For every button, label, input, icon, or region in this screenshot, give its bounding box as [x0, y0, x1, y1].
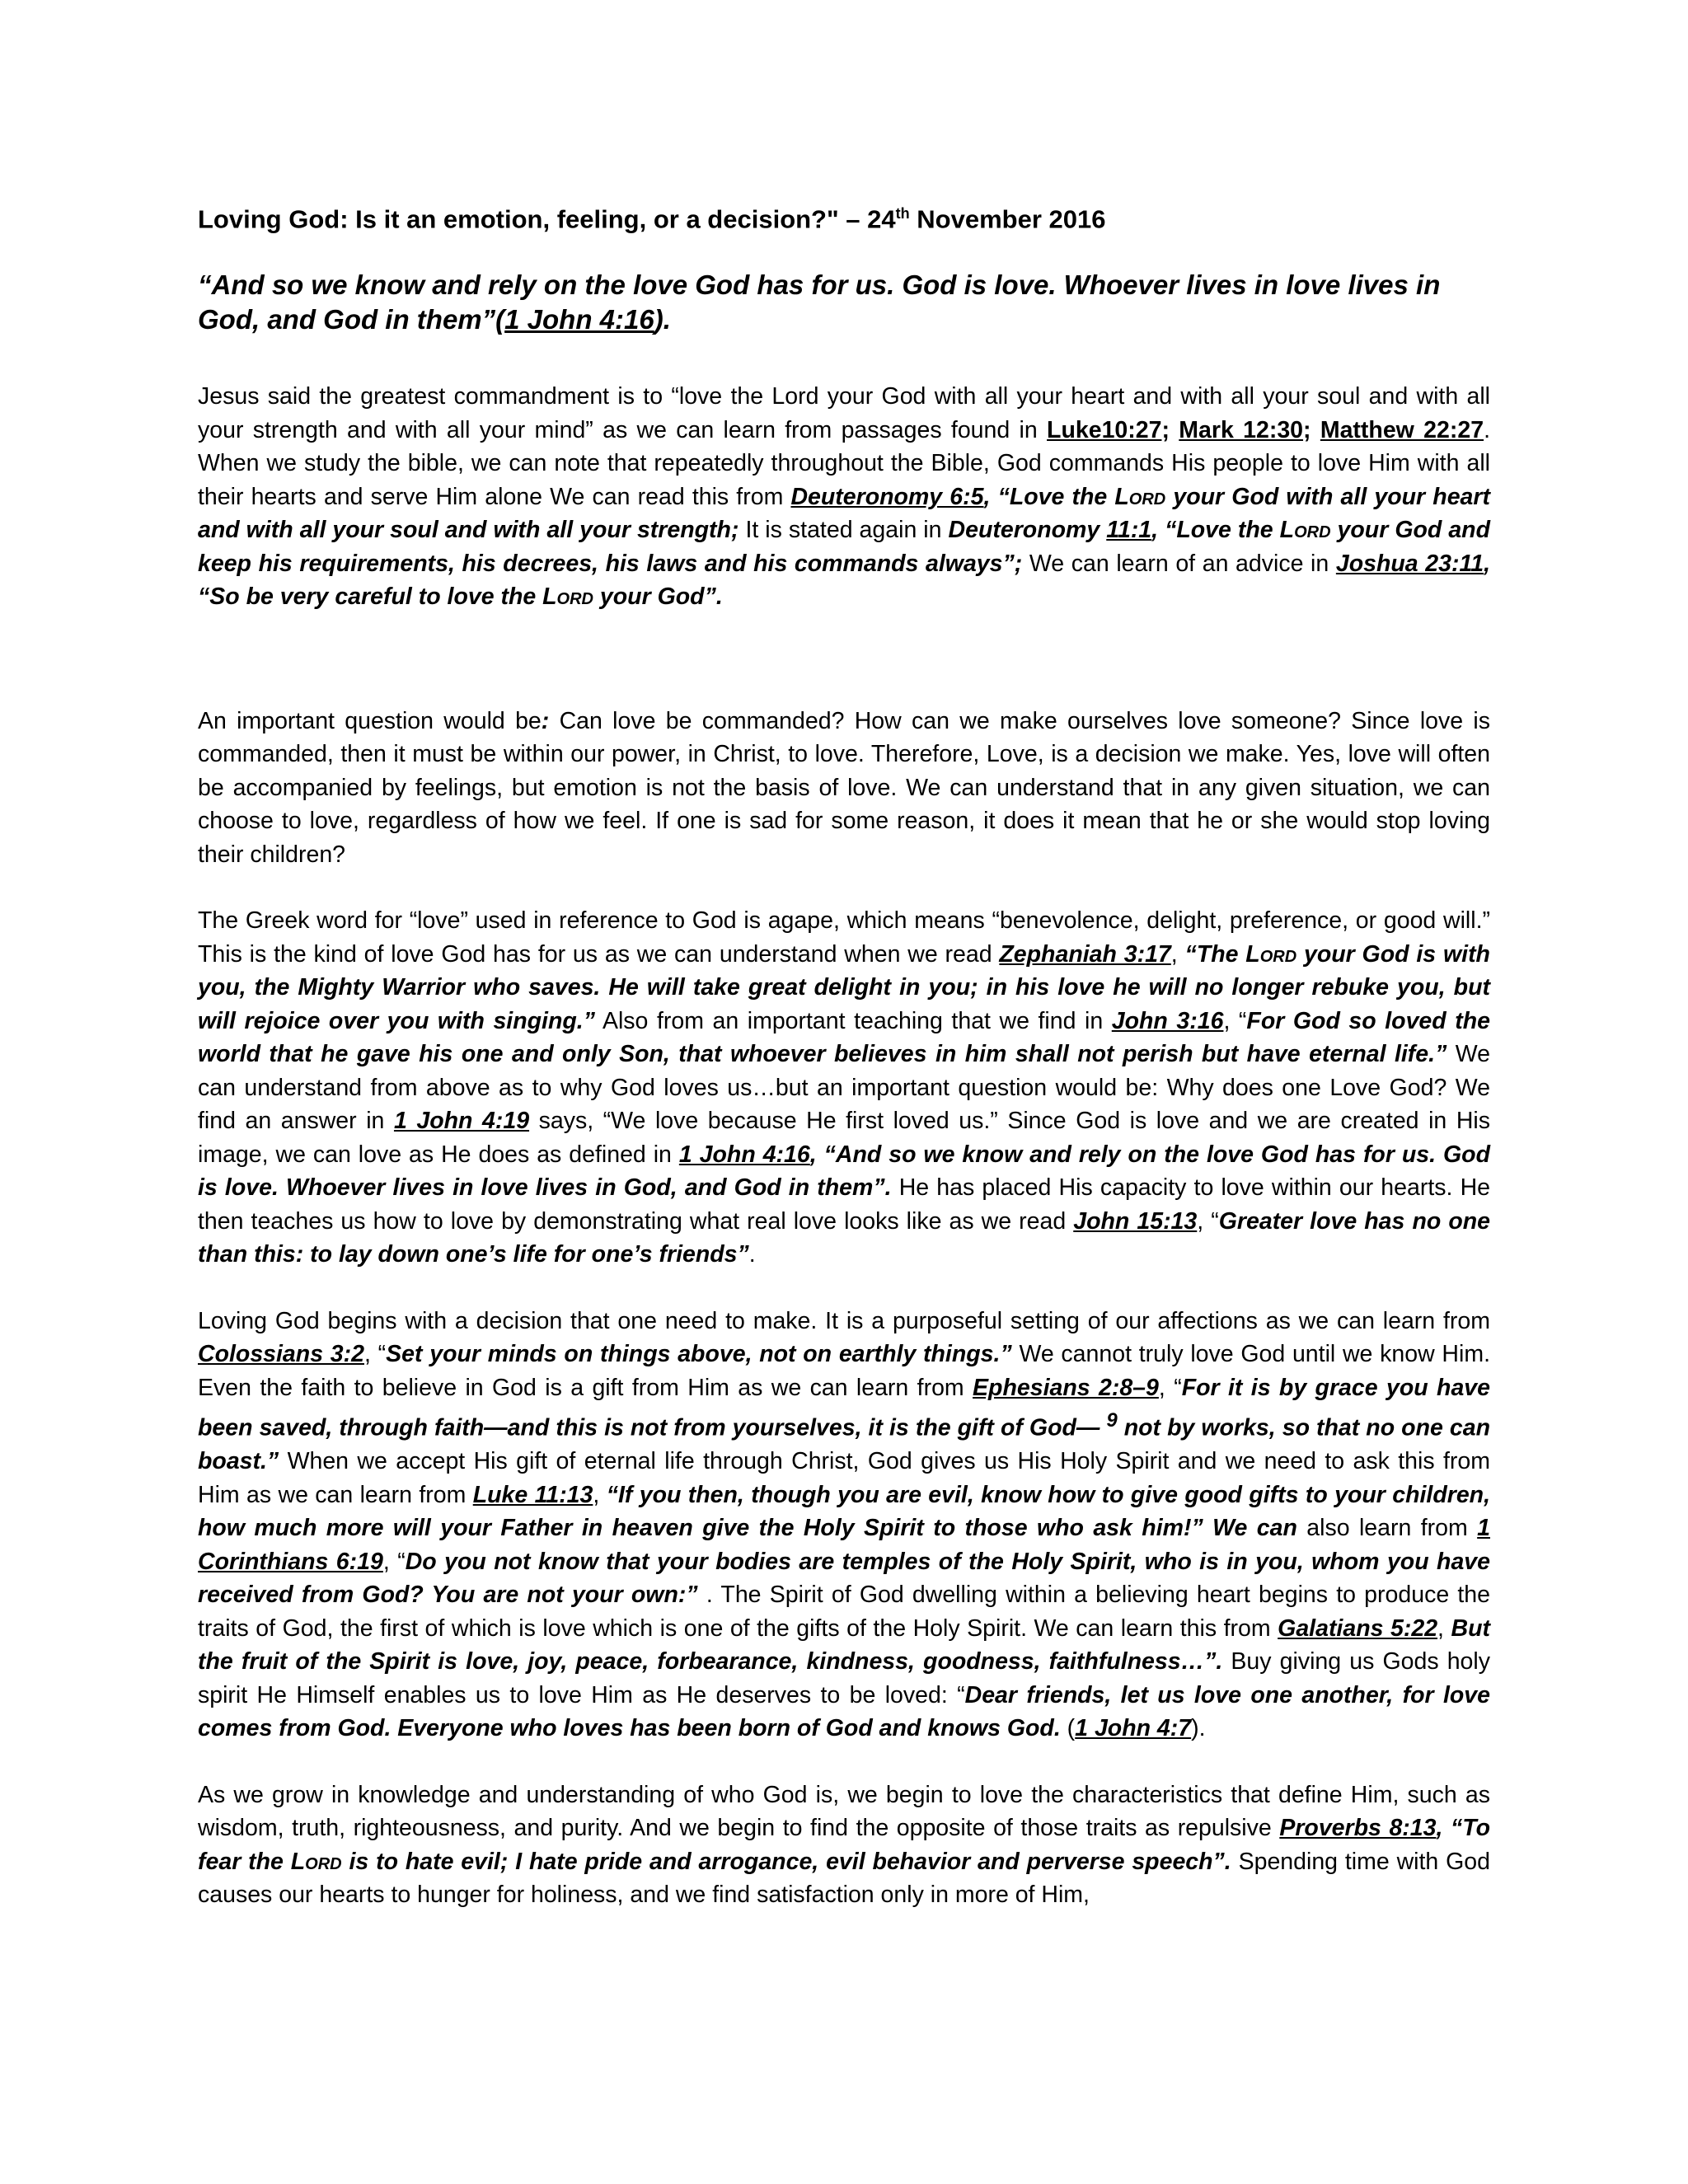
scripture-quote: , “And so we know and rely on the love God has for us. God is love. Whoever lives in love lives in God, and God in them”. — [198, 1141, 1490, 1202]
scripture-quote: Set your minds on things above, not on earthly things.” — [386, 1341, 1012, 1368]
scripture-link[interactable]: Joshua 23:11 — [1335, 550, 1484, 577]
scripture-link[interactable]: Deuteronomy 6:5 — [790, 483, 984, 510]
paragraph-4: Loving God begins with a decision that one need to make. It is a purposeful setting of our affections as we can learn from Colossians 3:2, “Set your minds on things above, not on earthly things.” We cannot truly love God until we know Him. Even the faith to believe in God is a gift from Him as we can learn from Ephesians 2:8–9, “For it is by grace you have been saved, through faith—and this is not from yourselves, it is the gift of God— $^9$ not by works, so that no one can boast.” When we accept His gift of eternal life through Christ, God gives us His Holy Spirit and we need to ask this from Him as we can learn from Luke 11:13, “If you then, though you are evil, know how to give good gifts to your children, how much more will your Father in heaven give the Holy Spirit to those who ask him!” We can also learn from 1 Corinthians 6:19, “Do you not know that your bodies are temples of the Holy Spirit, who is in you, whom you have received from God? You are not your own:” . The Spirit of God dwelling within a believing heart begins to produce the traits of God, the first of which is love which is one of the gifts of the Holy Spirit. We can learn this from Galatians 5:22, But the fruit of the Spirit is love, joy, peace, forbearance, kindness, goodness, faithfulness…”. Buy giving us Gods holy spirit He Himself enables us to love Him as He deserves to be loved: “Dear friends, let us love one another, for love comes from God. Everyone who loves has been born of God and knows God. (1 John 4:7). — [198, 1307, 1491, 1742]
paragraph-3: The Greek word for “love” used in reference to God is agape, which means “benevolence, delight, preference, or good will.” This is the kind of love God has for us as we can understand when we read Zephaniah 3:17, “The Lord your God is with you, the Mighty Warrior who saves. He will take great delight in you; in his love he will no longer rebuke you, but will rejoice over you with singing.” Also from an important teaching that we find in John 3:16, “For God so loved the world that he gave his one and only Son, that whoever believes in him shall not perish but have eternal life.” We can understand from above as to why God loves us…but an important question would be: Why does one Love God? We find an answer in 1 John 4:19 says, “We love because He first loved us.” Since God is love and we are created in His image, we can love as He does as defined in 1 John 4:16, “And so we know and rely on the love God has for us. God is love. Whoever lives in love lives in God, and God in them”. He has placed His capacity to love within our hearts. He then teaches us how to love by demonstrating what real love looks like as we read John 15:13, “Greater love has no one than this: to lay down one’s life for one’s friends”. — [198, 907, 1491, 1268]
spacer — [198, 647, 1490, 705]
scripture-link[interactable]: 1 Corinthians 6:19 — [198, 1515, 1490, 1575]
scripture-quote: Dear friends, let us love one another, for love comes from God. Everyone who loves has been born of God and knows God. — [198, 1681, 1490, 1742]
title-date: November 2016 — [909, 204, 1106, 234]
scripture-link[interactable]: 1 John 4:16 — [504, 304, 654, 335]
scripture-link[interactable]: John 3:16 — [1111, 1007, 1224, 1034]
epigraph-verse — [198, 268, 1490, 337]
scripture-link[interactable]: Luke 11:13 — [472, 1481, 593, 1508]
scripture-quote: , “Love the — [1151, 517, 1280, 544]
paragraph-5: As we grow in knowledge and understanding of who God is, we begin to love the characteristics that define Him, such as wisdom, truth, righteousness, and purity. And we begin to find the opposite of those traits as repulsive Proverbs 8:13, “To fear the Lord is to hate evil; I hate pride and arrogance, evil behavior and perverse speech”. Spending time with God causes our hearts to hunger for holiness, and we find satisfaction only in more of Him, — [198, 1781, 1490, 1909]
title-text: Loving God: Is it an emotion, feeling, or a decision?" – 24 — [198, 204, 896, 234]
scripture-quote: For God so loved the world that he gave his one and only Son, that whoever believes in him shall not perish but have eternal life.” — [198, 1007, 1490, 1068]
scripture-link[interactable]: Matthew 22:27 — [1320, 416, 1484, 443]
epigraph-end: ). — [654, 304, 671, 335]
scripture-link[interactable]: 1 John 4:19 — [393, 1108, 530, 1135]
title-superscript: th — [895, 205, 910, 222]
scripture-quote: But the fruit of the Spirit is love, joy, peace, forbearance, kindness, goodness, faithfulness…”. — [198, 1615, 1490, 1675]
paragraph-1: Jesus said the greatest commandment is to “love the Lord your God with all your heart and with all your soul and with all your strength and with all your mind” as we can learn from passages found in Luke10:27; Mark 12:30; Matthew 22:27. When we study the bible, we can note that repeatedly throughout the Bible, God commands His people to love Him with all their hearts and serve Him alone We can read this from Deuteronomy 6:5, “Love the Lord your God with all your heart and with all your soul and with all your strength; It is stated again in Deuteronomy 11:1, “Love the Lord your God and keep his requirements, his decrees, his laws and his commands always”; We can learn of an advice in Joshua 23:11, “So be very careful to love the Lord your God”. — [198, 383, 1490, 611]
scripture-link[interactable]: 11:1 — [1106, 517, 1152, 544]
scripture-quote: , “To fear the — [198, 1815, 1490, 1875]
scripture-quote: “If you then, though you are evil, know how to give good gifts to your children, how much more will your Father in heaven give the Holy Spirit to those who ask him!” We can — [198, 1481, 1491, 1542]
scripture-link[interactable]: Proverbs 8:13 — [1279, 1815, 1437, 1842]
scripture-quote: “The — [1184, 940, 1246, 968]
scripture-link[interactable]: Mark 12:30 — [1179, 416, 1304, 443]
scripture-link[interactable]: 1 John 4:7 — [1075, 1715, 1192, 1742]
paragraph-2: An important question would be: Can love be commanded? How can we make ourselves love someone? Since love is commanded, then it must be within our power, in Christ, to love. Therefore, Love, is a decision we make. Yes, love will often be accompanied by feelings, but emotion is not the basis of love. We can understand that in any given situation, we can choose to love, regardless of how we feel. If one is sad for some reason, it does it mean that he or she would stop loving their children? — [198, 707, 1490, 868]
scripture-quote: , “Love the — [983, 483, 1115, 510]
scripture-link[interactable]: 1 John 4:16 — [678, 1141, 810, 1168]
document-title — [198, 196, 1490, 237]
scripture-quote: For it is by grace you have been saved, through faith—and this is not from yourselves, it is the gift of God— — [198, 1374, 1491, 1441]
verse-number: 9 — [1106, 1409, 1118, 1432]
scripture-quote: , “So be very careful to love the — [198, 550, 1490, 611]
scripture-quote: Do you not know that your bodies are temples of the Holy Spirit, who is in you, whom you have received from God? You are not your own:” — [198, 1548, 1491, 1609]
epigraph-text: “And so we know and rely on the love God has for us. God is love. Whoever lives in love lives in God, and God in them”( — [198, 269, 1441, 335]
scripture-link[interactable]: Luke10:27 — [1047, 416, 1162, 443]
scripture-link[interactable]: Colossians 3:2 — [198, 1341, 364, 1368]
scripture-link[interactable]: Galatians 5:22 — [1278, 1615, 1438, 1642]
scripture-quote: Greater love has no one than this: to lay down one’s life for one’s friends” — [198, 1207, 1490, 1268]
scripture-link[interactable]: Ephesians 2:8–9 — [973, 1374, 1159, 1401]
scripture-link[interactable]: Zephaniah 3:17 — [999, 940, 1171, 968]
scripture-link[interactable]: John 15:13 — [1073, 1207, 1198, 1235]
